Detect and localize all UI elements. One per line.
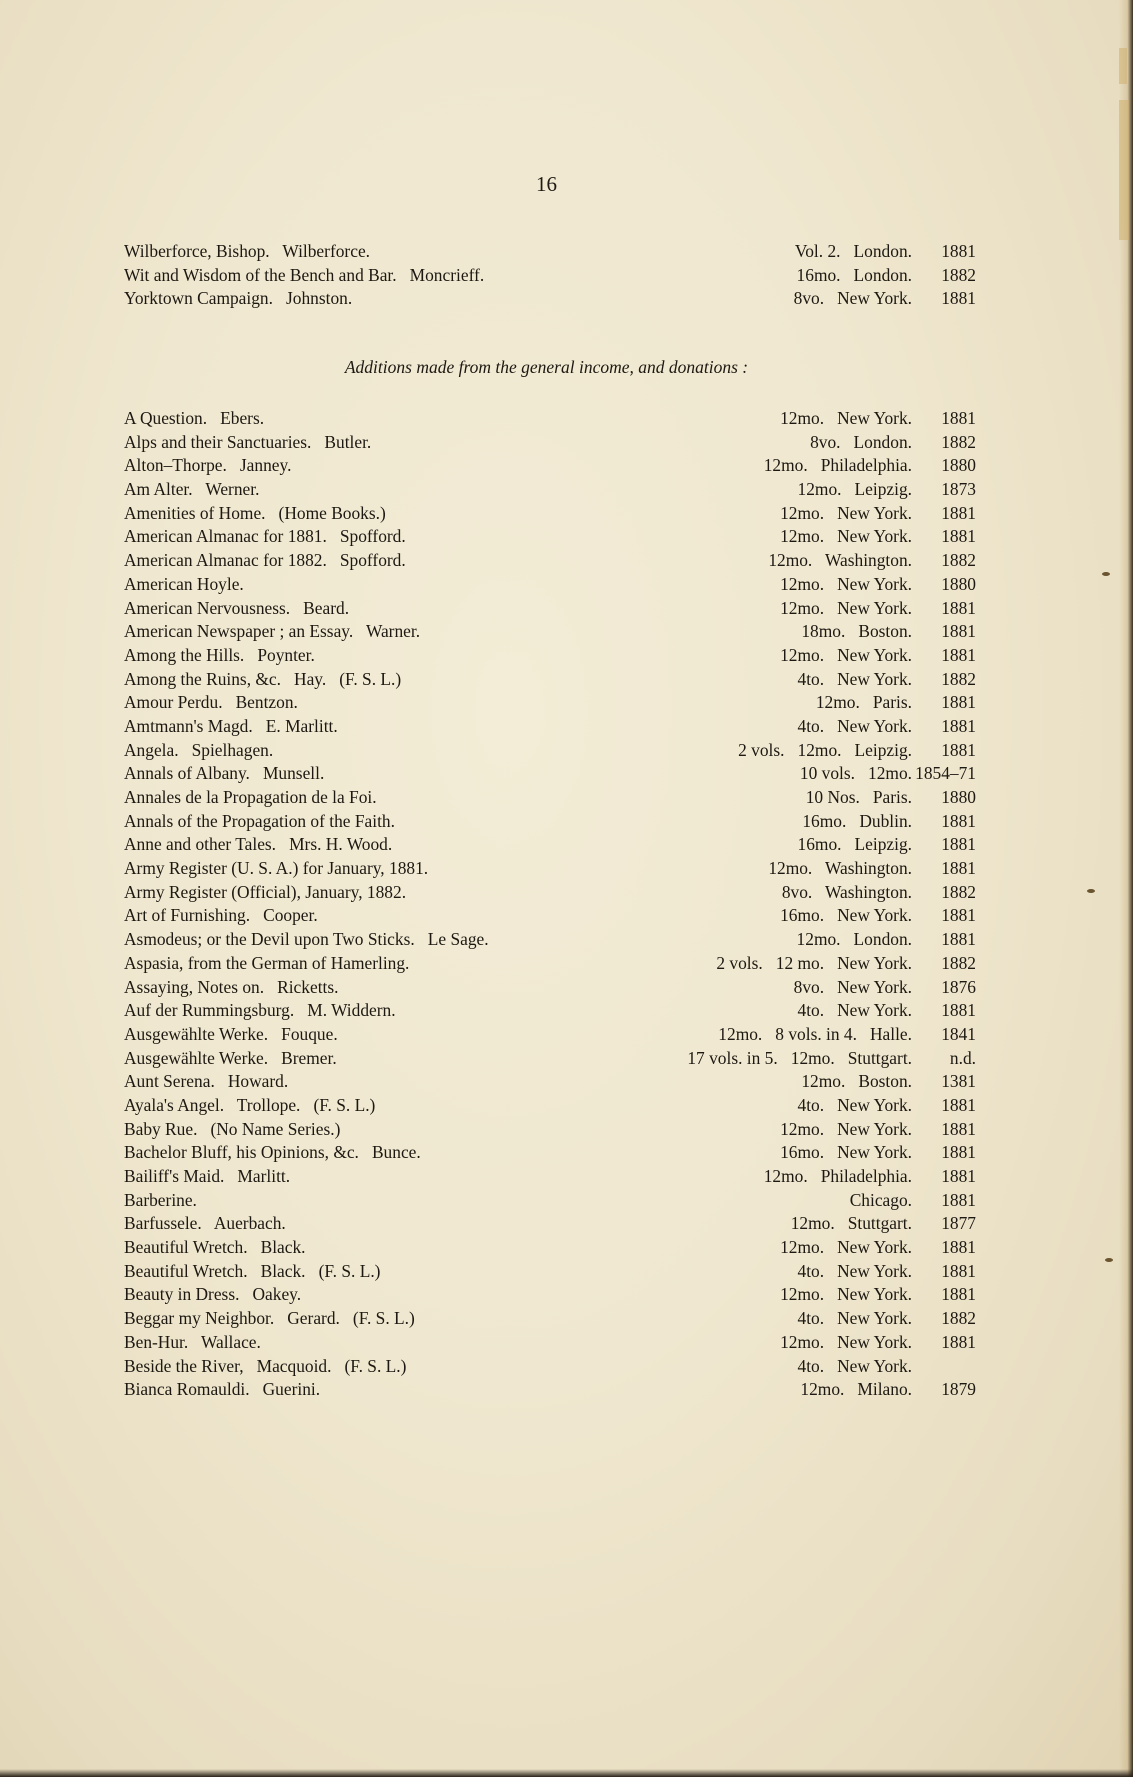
- catalogue-entry: [124, 1236, 976, 1260]
- entry-format-place: 12mo. Leipzig.: [797, 479, 912, 500]
- entry-year: 1881: [941, 929, 976, 950]
- entry-year: 1877: [941, 1213, 976, 1234]
- entry-title: Beside the River, Macquoid. (F. S. L.): [124, 1355, 407, 1376]
- catalogue-entry: [124, 999, 976, 1023]
- entry-year: n.d.: [949, 1047, 976, 1068]
- entry-year: 1873: [941, 479, 976, 500]
- entry-format-place: 12mo. New York.: [780, 597, 912, 618]
- catalogue-entry: [124, 1165, 976, 1189]
- catalogue-entry: [124, 904, 976, 928]
- entry-format-place: 12mo. New York.: [780, 644, 912, 665]
- catalogue-entry: [124, 287, 976, 311]
- entry-format-place: 16mo. Dublin.: [802, 810, 912, 831]
- entry-year: 1881: [941, 1284, 976, 1305]
- paper-stain: [1119, 100, 1129, 240]
- entry-year: 1882: [941, 881, 976, 902]
- entry-year: 1881: [941, 858, 976, 879]
- entry-title: Annals of Albany. Munsell.: [124, 763, 325, 784]
- entry-year: 1881: [941, 1166, 976, 1186]
- entry-title: Among the Hills. Poynter.: [124, 644, 315, 665]
- catalogue-entry: [124, 620, 976, 644]
- entry-format-place: 4to. New York.: [797, 715, 912, 736]
- catalogue-list-continued: [124, 240, 976, 311]
- entry-year: 1881: [941, 408, 976, 428]
- entry-format-place: 4to. New York.: [797, 1000, 912, 1021]
- entry-year: 1881: [941, 1189, 976, 1210]
- entry-title: American Newspaper ; an Essay. Warner.: [124, 621, 421, 642]
- entry-year: 1841: [941, 1023, 976, 1044]
- catalogue-entry: [124, 1118, 976, 1142]
- entry-title: Bianca Romauldi. Guerini.: [124, 1379, 321, 1400]
- catalogue-entry: [124, 644, 976, 668]
- entry-year: 1880: [941, 573, 976, 594]
- entry-title: Barfussele. Auerbach.: [124, 1213, 286, 1234]
- entry-title: Asmodeus; or the Devil upon Two Sticks. Le Sage.: [124, 929, 489, 950]
- entry-title: Alps and their Sanctuaries. Butler.: [124, 431, 372, 452]
- entry-title: Aunt Serena. Howard.: [124, 1071, 289, 1092]
- entry-format-place: 4to. New York.: [797, 668, 912, 689]
- entry-year: 1881: [941, 810, 976, 831]
- entry-year: 1882: [941, 1308, 976, 1329]
- catalogue-entry: [124, 573, 976, 597]
- catalogue-entry: [124, 431, 976, 455]
- catalogue-entry: [124, 549, 976, 573]
- entry-year: 1876: [941, 976, 976, 997]
- entry-year: 1881: [941, 692, 976, 713]
- entry-title: American Almanac for 1882. Spofford.: [124, 550, 406, 571]
- entry-title: Bailiff's Maid. Marlitt.: [124, 1166, 291, 1186]
- catalogue-entry: [124, 1212, 976, 1236]
- entry-title: A Question. Ebers.: [124, 408, 265, 428]
- entry-format-place: 10 vols. 12mo.: [799, 763, 912, 784]
- entry-title: Angela. Spielhagen.: [124, 739, 274, 760]
- entry-year: 1881: [941, 1237, 976, 1258]
- catalogue-entry: [124, 668, 976, 692]
- paper-stain: [1119, 48, 1127, 84]
- entry-format-place: 17 vols. in 5. 12mo. Stuttgart.: [687, 1047, 912, 1068]
- entry-year: 1881: [941, 241, 976, 261]
- entry-title: Beggar my Neighbor. Gerard. (F. S. L.): [124, 1308, 415, 1329]
- entry-year: 1381: [941, 1071, 976, 1092]
- catalogue-entry: [124, 1141, 976, 1165]
- catalogue-entry: [124, 1047, 976, 1071]
- entry-year: 1882: [941, 264, 976, 285]
- entry-format-place: 12mo. New York.: [780, 526, 912, 547]
- catalogue-entry: [124, 240, 976, 264]
- entry-title: Ausgewählte Werke. Fouque.: [124, 1023, 338, 1044]
- catalogue-entry: [124, 454, 976, 478]
- entry-format-place: 4to. New York.: [797, 1094, 912, 1115]
- entry-format-place: 12mo. Washington.: [768, 550, 912, 571]
- catalogue-entry: [124, 1355, 976, 1379]
- catalogue-entry: [124, 691, 976, 715]
- entry-title: Bachelor Bluff, his Opinions, &c. Bunce.: [124, 1142, 421, 1163]
- entry-format-place: 8vo. Washington.: [781, 881, 912, 902]
- entry-format-place: 12mo. New York.: [780, 1284, 912, 1305]
- entry-title: Ben-Hur. Wallace.: [124, 1331, 261, 1352]
- entry-format-place: 12mo. Stuttgart.: [790, 1213, 912, 1234]
- catalogue-entry: [124, 407, 976, 431]
- entry-format-place: 12mo. Paris.: [815, 692, 912, 713]
- catalogue-entry: [124, 976, 976, 1000]
- entry-format-place: 12mo. 8 vols. in 4. Halle.: [718, 1023, 912, 1044]
- page-number: 16: [536, 172, 557, 196]
- entry-title: Wit and Wisdom of the Bench and Bar. Moncrieff.: [124, 264, 485, 285]
- entry-year: 1880: [941, 787, 976, 807]
- entry-title: Am Alter. Werner.: [124, 479, 260, 500]
- catalogue-entry: [124, 1378, 976, 1402]
- entry-title: Amenities of Home. (Home Books.): [124, 502, 386, 523]
- entry-format-place: 18mo. Boston.: [801, 621, 912, 642]
- entry-year: 1881: [941, 502, 976, 523]
- entry-title: Alton–Thorpe. Janney.: [124, 455, 292, 476]
- entry-year: 1881: [941, 1094, 976, 1115]
- entry-year: 1882: [941, 550, 976, 571]
- entry-format-place: 12mo. New York.: [780, 502, 912, 523]
- catalogue-entry: [124, 833, 976, 857]
- entry-year: 1881: [941, 834, 976, 855]
- catalogue-entry: [124, 1023, 976, 1047]
- entry-title: Beauty in Dress. Oakey.: [124, 1284, 302, 1305]
- catalogue-entry: [124, 1260, 976, 1284]
- entry-format-place: 12mo. New York.: [780, 573, 912, 594]
- entry-title: Wilberforce, Bishop. Wilberforce.: [124, 241, 371, 261]
- entry-title: Assaying, Notes on. Ricketts.: [124, 976, 339, 997]
- entry-title: Yorktown Campaign. Johnston.: [124, 288, 353, 309]
- entry-title: Auf der Rummingsburg. M. Widdern.: [124, 1000, 396, 1021]
- entry-format-place: 12mo. Philadelphia.: [763, 1166, 912, 1186]
- catalogue-entry: [124, 597, 976, 621]
- entry-format-place: 16mo. London.: [796, 264, 912, 285]
- entry-year: 1881: [941, 526, 976, 547]
- paper-blemish: [1105, 1258, 1113, 1262]
- entry-format-place: 12mo. Milano.: [800, 1379, 912, 1400]
- entry-title: Amtmann's Magd. E. Marlitt.: [124, 715, 338, 736]
- entry-year: 1881: [941, 739, 976, 760]
- catalogue-entry: [124, 786, 976, 810]
- catalogue-entry: [124, 715, 976, 739]
- catalogue-entry: [124, 1094, 976, 1118]
- catalogue-entry: [124, 1283, 976, 1307]
- entry-format-place: 2 vols. 12mo. Leipzig.: [738, 739, 912, 760]
- entry-title: Beautiful Wretch. Black.: [124, 1237, 306, 1258]
- entry-year: 1881: [941, 1118, 976, 1139]
- entry-format-place: 16mo. New York.: [780, 905, 912, 926]
- paper-blemish: [1087, 889, 1095, 893]
- entry-format-place: 12mo. London.: [796, 929, 912, 950]
- catalogue-entry: [124, 1070, 976, 1094]
- entry-year: 1881: [941, 597, 976, 618]
- entry-format-place: 10 Nos. Paris.: [805, 787, 912, 807]
- entry-year: 1882: [941, 952, 976, 973]
- entry-year: 1879: [941, 1379, 976, 1400]
- entry-format-place: 12mo. New York.: [780, 1237, 912, 1258]
- entry-format-place: 16mo. New York.: [780, 1142, 912, 1163]
- entry-format-place: Chicago.: [849, 1189, 912, 1210]
- entry-format-place: 12mo. New York.: [780, 1331, 912, 1352]
- entry-year: 1882: [941, 431, 976, 452]
- entry-title: American Almanac for 1881. Spofford.: [124, 526, 406, 547]
- entry-title: Beautiful Wretch. Black. (F. S. L.): [124, 1260, 381, 1281]
- catalogue-entry: [124, 928, 976, 952]
- entry-format-place: Vol. 2. London.: [794, 241, 912, 261]
- entry-format-place: 8vo. New York.: [793, 976, 912, 997]
- catalogue-entry: [124, 857, 976, 881]
- catalogue-entry: [124, 1189, 976, 1213]
- entry-title: Among the Ruins, &c. Hay. (F. S. L.): [124, 668, 402, 689]
- entry-format-place: 12mo. New York.: [780, 408, 912, 428]
- entry-format-place: 12mo. Boston.: [801, 1071, 912, 1092]
- catalogue-entry: [124, 1331, 976, 1355]
- entry-year: 1881: [941, 905, 976, 926]
- entry-title: Annals of the Propagation of the Faith.: [124, 810, 395, 831]
- entry-title: Amour Perdu. Bentzon.: [124, 692, 298, 713]
- entry-year: 1880: [941, 455, 976, 476]
- entry-year: 1882: [941, 668, 976, 689]
- entry-format-place: 4to. New York.: [797, 1355, 912, 1376]
- paper-blemish: [1102, 572, 1110, 576]
- entry-year: 1854–71: [915, 763, 976, 784]
- catalogue-entry: [124, 525, 976, 549]
- entry-format-place: 16mo. Leipzig.: [797, 834, 912, 855]
- entry-year: 1881: [941, 1331, 976, 1352]
- catalogue-entry: [124, 952, 976, 976]
- entry-title: Aspasia, from the German of Hamerling.: [124, 952, 410, 973]
- entry-title: Anne and other Tales. Mrs. H. Wood.: [124, 834, 393, 855]
- entry-year: 1881: [941, 1000, 976, 1021]
- entry-format-place: 8vo. London.: [810, 431, 912, 452]
- entry-format-place: 4to. New York.: [797, 1260, 912, 1281]
- catalogue-entry: [124, 881, 976, 905]
- entry-title: Army Register (Official), January, 1882.: [124, 881, 407, 902]
- entry-format-place: 12mo. New York.: [780, 1118, 912, 1139]
- catalogue-entry: [124, 739, 976, 763]
- entry-format-place: 12mo. Philadelphia.: [763, 455, 912, 476]
- entry-format-place: 4to. New York.: [797, 1308, 912, 1329]
- entry-title: Baby Rue. (No Name Series.): [124, 1118, 341, 1139]
- entry-title: Barberine.: [124, 1189, 197, 1210]
- catalogue-entry: [124, 478, 976, 502]
- catalogue-entry: [124, 502, 976, 526]
- entry-title: Army Register (U. S. A.) for January, 1881.: [124, 858, 429, 879]
- section-heading: Additions made from the general income, and donations :: [344, 357, 749, 377]
- entry-year: 1881: [941, 644, 976, 665]
- entry-year: 1881: [941, 1142, 976, 1163]
- catalogue-list-additions: [124, 407, 976, 1402]
- entry-year: 1881: [941, 621, 976, 642]
- entry-year: 1881: [941, 288, 976, 309]
- entry-format-place: 2 vols. 12 mo. New York.: [716, 952, 912, 973]
- entry-title: American Hoyle.: [124, 573, 244, 594]
- catalogue-entry: [124, 762, 976, 786]
- entry-title: Art of Furnishing. Cooper.: [124, 905, 318, 926]
- entry-title: Annales de la Propagation de la Foi.: [124, 787, 377, 807]
- catalogue-entry: [124, 810, 976, 834]
- entry-year: 1881: [941, 715, 976, 736]
- entry-title: American Nervousness. Beard.: [124, 597, 350, 618]
- entry-year: 1881: [941, 1260, 976, 1281]
- catalogue-entry: [124, 1307, 976, 1331]
- entry-format-place: 12mo. Washington.: [768, 858, 912, 879]
- page-edge-shadow: [1119, 0, 1133, 1777]
- entry-format-place: 8vo. New York.: [793, 288, 912, 309]
- entry-title: Ausgewählte Werke. Bremer.: [124, 1047, 337, 1068]
- page-bottom-shadow: [0, 1769, 1133, 1777]
- entry-title: Ayala's Angel. Trollope. (F. S. L.): [124, 1094, 376, 1115]
- catalogue-entry: [124, 264, 976, 288]
